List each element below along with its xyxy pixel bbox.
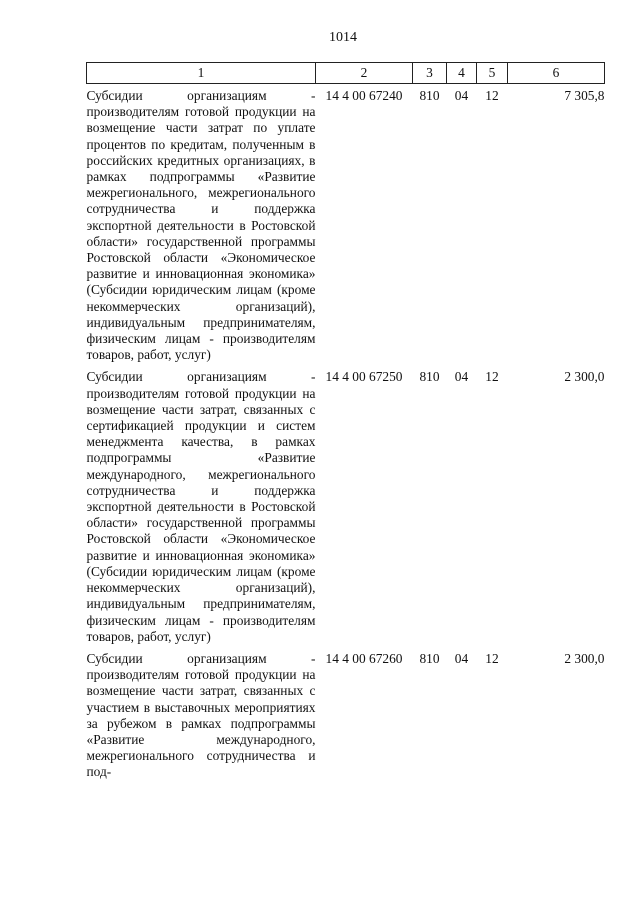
row-subsection: 12 [485, 650, 499, 666]
page-number: 1014 [329, 30, 357, 45]
header-col-6: 6 [508, 63, 605, 84]
row-sum: 2 300,0 [564, 650, 605, 666]
row-name: Субсидии организациям - производителям готовой продукции на возмещение части затрат, связанных с сертификацией продукции и систем менеджмента качества, в рамках подпрограммы «Развитие международного, межрегионального сотрудничества и поддержка экспортной деятельности в Ростовской области» государственной программы Ростовской области «Экономическое развитие и инновационная экономика» (Субсидии юридическим лицам (кроме некоммерческих организаций), индивидуальным предпринимателям, физическим лицам - производителям товаров, работ, услуг) [86, 369, 316, 644]
row-expense-group: 810 [419, 650, 440, 666]
row-expense-group: 810 [419, 88, 440, 103]
row-target-code: 14 4 00 67250 [325, 369, 403, 385]
row-name: Субсидии организациям - производителям готовой продукции на возмещение части затрат, связанных с участием в выставочных мероприятиях за рубежом в рамках подпрограммы «Развитие международного, межрегионального сотрудничества и под- [86, 650, 316, 780]
table-row [87, 651, 605, 787]
budget-table [86, 62, 605, 787]
row-section: 04 [454, 650, 469, 666]
table-header-row [87, 63, 605, 84]
header-col-1: 1 [87, 63, 316, 84]
row-sum: 2 300,0 [564, 369, 605, 385]
header-col-3: 3 [413, 63, 447, 84]
header-col-2: 2 [316, 63, 413, 84]
row-subsection: 12 [485, 369, 499, 385]
row-section: 04 [454, 88, 469, 103]
row-target-code: 14 4 00 67260 [325, 650, 403, 666]
row-target-code: 14 4 00 67240 [325, 88, 403, 103]
table-row [87, 369, 605, 650]
header-col-4: 4 [447, 63, 477, 84]
row-name: Субсидии организациям - производителям готовой продукции на возмещение части затрат по уплате процентов по кредитам, полученным в российских кредитных организациях, в рамках подпрограммы «Развитие межрегионального, межрегионального сотрудничества и поддержка экспортной деятельности в Ростовской области» государственной программы Ростовской области «Экономическое развитие и инновационная экономика» (Субсидии юридическим лицам (кроме некоммерческих организаций), индивидуальным предпринимателям, физическим лицам - производителям товаров, работ, услуг) [86, 88, 316, 363]
row-section: 04 [454, 369, 469, 385]
row-subsection: 12 [485, 88, 499, 103]
row-sum: 7 305,8 [564, 88, 605, 103]
row-expense-group: 810 [419, 369, 440, 385]
header-col-5: 5 [477, 63, 508, 84]
table-row [87, 84, 605, 370]
